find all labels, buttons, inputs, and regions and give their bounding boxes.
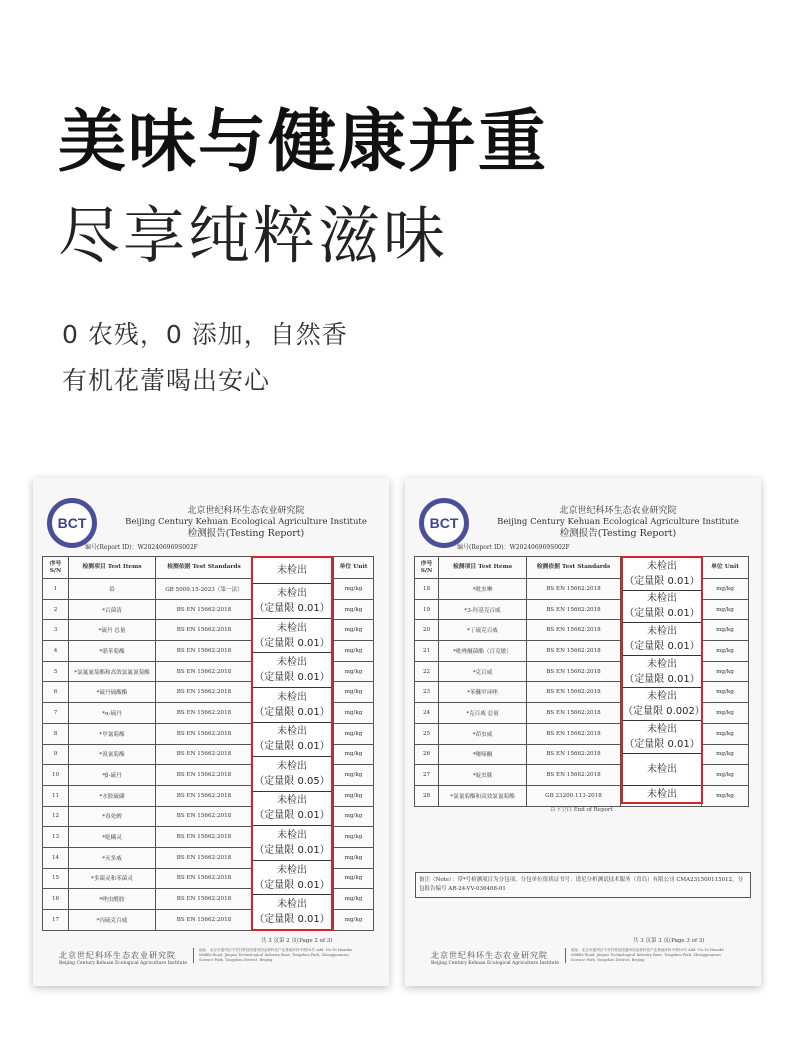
result-block: [253, 619, 331, 654]
result-text: 未检出: [277, 691, 307, 703]
footer-address: 地址：北京市通州区中关村科技园通州园金桥科技产业基地环科中路16号 Add: No.16 Huanke Middle Road, Jinqiao Technological Industry Base, Tongzhou Park, Zhongguancun Science Park, Tongzhou District, Beijing: [193, 948, 363, 963]
column-header-unit: 单位 Unit: [702, 557, 749, 579]
cell-sn: 17: [43, 910, 69, 931]
cell-std: BS EN 15662:2018: [527, 599, 621, 620]
result-text: 未检出: [647, 723, 677, 735]
quantification-limit: （定量限 0.01）: [254, 637, 330, 649]
cell-sn: 16: [43, 889, 69, 910]
cell-std: BS EN 15662:2018: [156, 703, 253, 724]
footer-org-en: Beijing Century Kehuan Ecological Agriculture Institute: [431, 961, 559, 966]
result-block: [623, 656, 701, 689]
result-text: 未检出: [277, 657, 307, 669]
report-title: 检测报告(Testing Report): [187, 528, 305, 539]
result-block: [253, 723, 331, 758]
cell-sn: 27: [415, 765, 439, 786]
cell-std: BS EN 15662:2018: [527, 744, 621, 765]
cell-item: *水胺硫磷: [69, 785, 156, 806]
test-report-page-2: [33, 478, 389, 986]
cell-std: BS EN 15662:2018: [156, 868, 253, 889]
cell-unit: mg/kg: [334, 785, 374, 806]
result-text: 未检出: [277, 899, 307, 911]
end-of-report: 以下空白 End of Report: [550, 807, 613, 813]
column-header-std: 检测依据 Test Standards: [527, 557, 621, 579]
cell-sn: 25: [415, 723, 439, 744]
cell-std: BS EN 15662:2018: [156, 744, 253, 765]
result-header-block: [253, 558, 331, 584]
cell-item: *哒螨灵: [69, 827, 156, 848]
cell-sn: 22: [415, 661, 439, 682]
column-header-sn: 序号 S/N: [415, 557, 439, 579]
cell-unit: mg/kg: [702, 661, 749, 682]
result-text: 未检出: [647, 788, 677, 800]
test-report-page-3: [405, 478, 761, 986]
cell-sn: 9: [43, 744, 69, 765]
cell-item: *克百威: [439, 661, 527, 682]
cell-std: BS EN 15662:2018: [527, 620, 621, 641]
result-block: [253, 895, 331, 929]
cell-std: BS EN 15662:2018: [156, 889, 253, 910]
cell-item: *吡唑醚菌酯（百克敏）: [439, 641, 527, 662]
cell-item: *噻嗪酮: [439, 744, 527, 765]
cell-unit: mg/kg: [334, 744, 374, 765]
headline: 美味与健康并重: [58, 103, 549, 182]
report-id: 编号(Report ID)：W202406969S002F: [457, 544, 570, 551]
cell-std: BS EN 15662:2018: [156, 723, 253, 744]
cell-sn: 14: [43, 847, 69, 868]
result-text: 未检出: [647, 593, 677, 605]
cell-item: *甲氰菊酯: [69, 723, 156, 744]
cell-item: *氯氰菊酯和高效氯氰菊酯: [439, 785, 527, 806]
report-org-header: [485, 506, 751, 539]
cell-unit: mg/kg: [702, 765, 749, 786]
footer-org-name: [431, 950, 559, 966]
footer-org-en: Beijing Century Kehuan Ecological Agriculture Institute: [59, 961, 187, 966]
cell-sn: 2: [43, 599, 69, 620]
cell-unit: mg/kg: [334, 765, 374, 786]
footer-org-cn: 北京世纪科环生态农业研究院: [431, 951, 548, 960]
quantification-limit: （定量限 0.01）: [624, 608, 700, 620]
result-text: 未检出: [647, 658, 677, 670]
cell-sn: 23: [415, 682, 439, 703]
cell-std: BS EN 15662:2018: [156, 641, 253, 662]
cell-sn: 24: [415, 703, 439, 724]
cell-item: *丙硫克百威: [69, 910, 156, 931]
feature-line: 有机花蕾喝出安心: [62, 366, 271, 395]
highlighted-results-column: [621, 556, 703, 804]
cell-sn: 20: [415, 620, 439, 641]
quantification-limit: （定量限 0.01）: [254, 879, 330, 891]
cell-item: *硫丹 总量: [69, 620, 156, 641]
cell-item: *硫丹硫酸酯: [69, 682, 156, 703]
result-text: 未检出: [277, 830, 307, 842]
cell-std: BS EN 15662:2018: [156, 682, 253, 703]
report-title: 检测报告(Testing Report): [559, 528, 677, 539]
cell-unit: mg/kg: [702, 785, 749, 806]
cell-sn: 19: [415, 599, 439, 620]
cell-unit: mg/kg: [702, 599, 749, 620]
quantification-limit: （定量限 0.01）: [254, 914, 330, 926]
cell-item: *吡虫啉: [439, 579, 527, 600]
cell-std: BS EN 15662:2018: [156, 847, 253, 868]
cell-unit: mg/kg: [334, 641, 374, 662]
quantification-limit: （定量限 0.002）: [623, 706, 705, 718]
cell-sn: 1: [43, 579, 69, 600]
result-block: [623, 688, 705, 721]
cell-item: *茚虫威: [439, 723, 527, 744]
cell-item: *联苯菊酯: [69, 641, 156, 662]
subheadline: 尽享纯粹滋味: [58, 199, 449, 272]
column-header-std: 检测依据 Test Standards: [156, 557, 253, 579]
cell-item: *克百威 总量: [439, 703, 527, 724]
cell-unit: mg/kg: [334, 889, 374, 910]
cell-sn: 13: [43, 827, 69, 848]
report-note: 备注（Note）：带*号检测项目为分包项，分包单位资质证书号：谱尼分析测试技术服务（青岛）有限公司 CMA231500115012，分包报告编号 AR-24-VV-036468-01: [415, 872, 751, 898]
cell-item: *溴氰菊酯: [69, 744, 156, 765]
cell-sn: 26: [415, 744, 439, 765]
cell-unit: mg/kg: [334, 827, 374, 848]
bct-logo: BCT: [419, 498, 469, 548]
cell-item: 铅: [69, 579, 156, 600]
result-block: [253, 757, 331, 792]
org-name-en: Beijing Century Kehuan Ecological Agriculture Institute: [125, 517, 367, 527]
result-block: [623, 558, 701, 591]
cell-unit: mg/kg: [334, 682, 374, 703]
cell-item: *百菌清: [69, 599, 156, 620]
result-block: [623, 591, 701, 624]
feature-line: 0 农残，0 添加，自然香: [62, 320, 348, 349]
cell-sn: 11: [43, 785, 69, 806]
cell-sn: 10: [43, 765, 69, 786]
cell-std: BS EN 15662:2018: [156, 620, 253, 641]
cell-std: BS EN 15662:2018: [527, 682, 621, 703]
cell-item: *氯氟氰菊酯和高效氯氟氰菊酯: [69, 661, 156, 682]
cell-unit: mg/kg: [334, 868, 374, 889]
result-block: [623, 721, 701, 754]
cell-item: *丁硫克百威: [439, 620, 527, 641]
result-text: 未检出: [277, 760, 307, 772]
cell-sn: 6: [43, 682, 69, 703]
column-header-sn: 序号 S/N: [43, 557, 69, 579]
quantification-limit: （定量限 0.01）: [624, 640, 700, 652]
cell-std: BS EN 15662:2018: [527, 723, 621, 744]
result-text: 未检出: [647, 625, 677, 637]
result-block: [623, 786, 701, 802]
org-name-cn: 北京世纪科环生态农业研究院: [187, 506, 305, 516]
cell-sn: 21: [415, 641, 439, 662]
cell-std: BS EN 15662:2018: [156, 785, 253, 806]
cell-unit: mg/kg: [334, 661, 374, 682]
cell-sn: 8: [43, 723, 69, 744]
result-text: 未检出: [277, 864, 307, 876]
cell-std: BS EN 15662:2018: [156, 806, 253, 827]
quantification-limit: （定量限 0.05）: [254, 775, 330, 787]
quantification-limit: （定量限 0.01）: [254, 845, 330, 857]
quantification-limit: （定量限 0.01）: [254, 602, 330, 614]
org-name-cn: 北京世纪科环生态农业研究院: [559, 506, 677, 516]
result-block: [253, 826, 331, 861]
bct-logo: BCT: [47, 498, 97, 548]
cell-std: BS EN 15662:2018: [527, 579, 621, 600]
cell-unit: mg/kg: [334, 579, 374, 600]
result-block: [253, 861, 331, 896]
cell-std: BS EN 15662:2018: [527, 703, 621, 724]
result-text: 未检出: [277, 795, 307, 807]
result-text: 未检出: [647, 763, 677, 775]
report-org-header: [113, 506, 379, 539]
result-block: [253, 584, 331, 619]
org-name-en: Beijing Century Kehuan Ecological Agriculture Institute: [497, 517, 739, 527]
result-text: 未检出: [277, 726, 307, 738]
quantification-limit: （定量限 0.01）: [254, 741, 330, 753]
cell-std: BS EN 15662:2018: [527, 765, 621, 786]
cell-unit: mg/kg: [702, 703, 749, 724]
cell-item: *多菌灵和苯菌灵: [69, 868, 156, 889]
cell-unit: mg/kg: [334, 703, 374, 724]
cell-std: BS EN 15662:2018: [156, 765, 253, 786]
cell-item: *灭多威: [69, 847, 156, 868]
footer-address: 地址：北京市通州区中关村科技园通州园金桥科技产业基地环科中路16号 Add: No.16 Huanke Middle Road, Jinqiao Technological Industry Base, Tongzhou Park, Zhongguancun Science Park, Tongzhou District, Beijing: [565, 948, 735, 963]
result-block: [253, 688, 331, 723]
cell-unit: mg/kg: [334, 910, 374, 931]
cell-std: GB 5009.15-2023（第一法）: [156, 579, 253, 600]
quantification-limit: （定量限 0.01）: [254, 706, 330, 718]
cell-item: *β-硫丹: [69, 765, 156, 786]
column-header-item: 检测项目 Test Items: [439, 557, 527, 579]
cell-sn: 28: [415, 785, 439, 806]
quantification-limit: （定量限 0.01）: [624, 575, 700, 587]
cell-std: BS EN 15662:2018: [527, 661, 621, 682]
cell-unit: mg/kg: [334, 599, 374, 620]
cell-sn: 18: [415, 579, 439, 600]
cell-item: *3-羟基克百威: [439, 599, 527, 620]
cell-std: BS EN 15662:2018: [156, 827, 253, 848]
result-block: [253, 792, 331, 827]
cell-sn: 12: [43, 806, 69, 827]
cell-sn: 15: [43, 868, 69, 889]
column-header-item: 检测项目 Test Items: [69, 557, 156, 579]
cell-item: *唑虫酰胺: [69, 889, 156, 910]
cell-item: *啶虫脒: [439, 765, 527, 786]
cell-item: *毒死蜱: [69, 806, 156, 827]
quantification-limit: （定量限 0.01）: [254, 672, 330, 684]
cell-std: BS EN 15662:2018: [156, 910, 253, 931]
cell-sn: 7: [43, 703, 69, 724]
highlighted-results-column: [251, 556, 333, 931]
cell-std: BS EN 15662:2018: [527, 641, 621, 662]
cell-unit: mg/kg: [702, 723, 749, 744]
result-block: [623, 623, 701, 656]
cell-std: BS EN 15662:2018: [156, 599, 253, 620]
cell-sn: 3: [43, 620, 69, 641]
report-id: 编号(Report ID)：W202406969S002F: [85, 544, 198, 551]
result-text: 未检出: [277, 565, 307, 577]
page-label: 共 3 页第 2 页(Page 2 of 3): [261, 938, 333, 944]
cell-unit: mg/kg: [702, 744, 749, 765]
cell-unit: mg/kg: [702, 620, 749, 641]
result-block: [253, 653, 331, 688]
cell-unit: mg/kg: [334, 847, 374, 868]
cell-sn: 5: [43, 661, 69, 682]
cell-item: *苯醚甲环唑: [439, 682, 527, 703]
footer-org-name: [59, 950, 187, 966]
quantification-limit: （定量限 0.01）: [624, 673, 700, 685]
cell-unit: mg/kg: [702, 579, 749, 600]
column-header-unit: 单位 Unit: [334, 557, 374, 579]
result-block: [623, 754, 701, 787]
cell-unit: mg/kg: [334, 806, 374, 827]
cell-sn: 4: [43, 641, 69, 662]
result-text: 未检出: [647, 691, 677, 703]
quantification-limit: （定量限 0.01）: [254, 810, 330, 822]
quantification-limit: （定量限 0.01）: [624, 738, 700, 750]
cell-unit: mg/kg: [702, 641, 749, 662]
cell-unit: mg/kg: [334, 723, 374, 744]
cell-std: GB 23200.113-2018: [527, 785, 621, 806]
result-text: 未检出: [647, 560, 677, 572]
cell-item: *α-硫丹: [69, 703, 156, 724]
cell-std: BS EN 15662:2018: [156, 661, 253, 682]
cell-unit: mg/kg: [334, 620, 374, 641]
page-label: 共 3 页第 3 页(Page 3 of 3): [633, 938, 705, 944]
result-text: 未检出: [277, 587, 307, 599]
footer-org-cn: 北京世纪科环生态农业研究院: [59, 951, 176, 960]
cell-unit: mg/kg: [702, 682, 749, 703]
result-text: 未检出: [277, 622, 307, 634]
